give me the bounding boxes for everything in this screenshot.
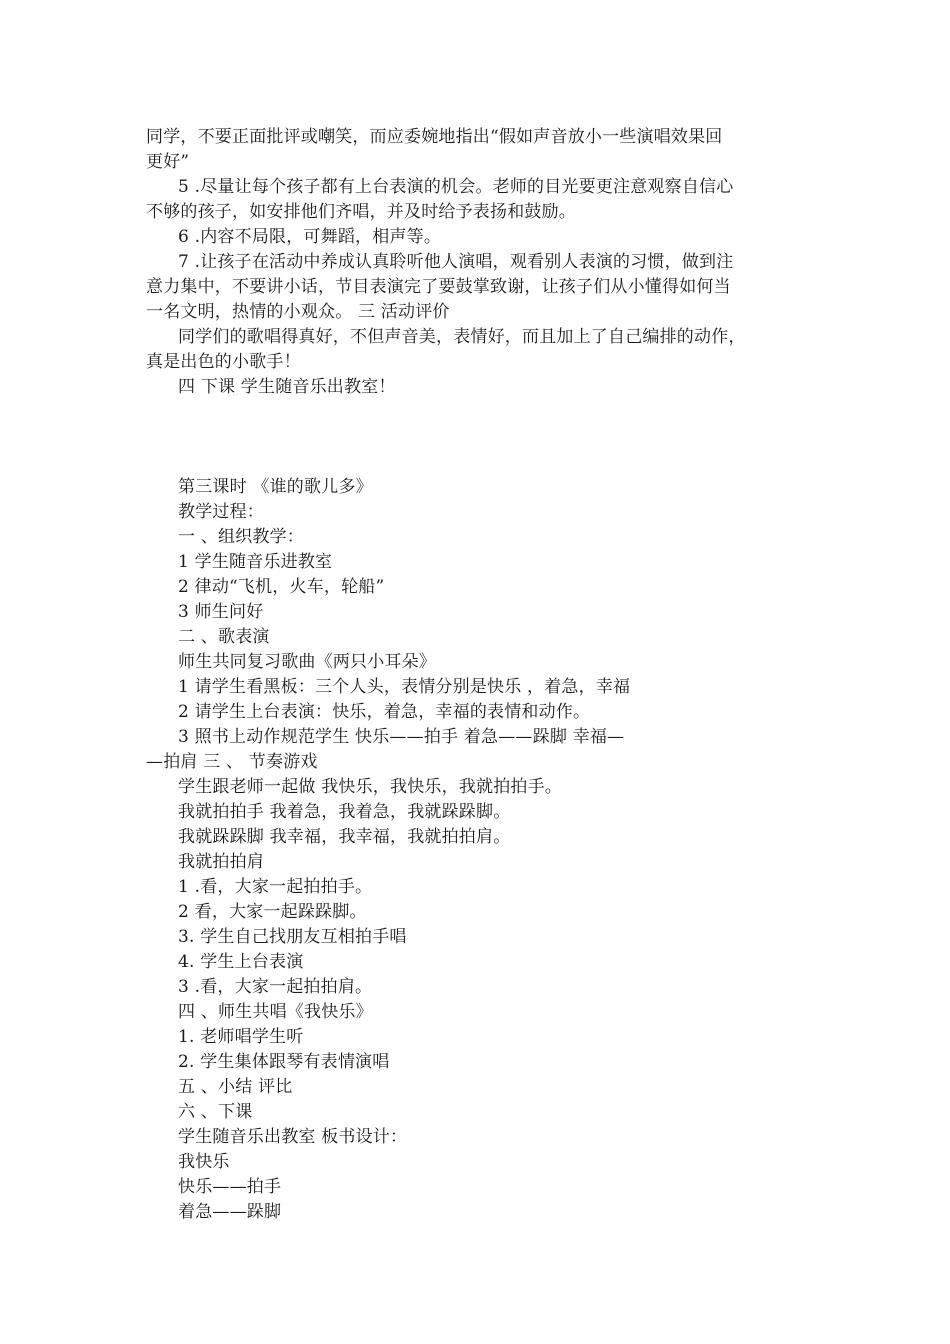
text-line: 5 .尽量让每个孩子都有上台表演的机会。老师的目光要更注意观察自信心 (178, 177, 734, 197)
text-line: 真是出色的小歌手！ (146, 352, 301, 372)
section-heading: 五 、小结 评比 (178, 1077, 293, 1097)
text-line: 一名文明，热情的小观众。 三 活动评价 (146, 302, 450, 322)
text-line: 不够的孩子，如安排他们齐唱，并及时给予表扬和鼓励。 (146, 202, 576, 222)
text-line: 3 .看，大家一起拍拍肩。 (178, 977, 373, 997)
text-line: 1 .看，大家一起拍拍手。 (178, 877, 373, 897)
text-line: 学生随音乐出教室 板书设计： (178, 1127, 408, 1147)
text-line: 四 下课 学生随音乐出教室！ (178, 377, 396, 397)
text-line: 2 请学生上台表演：快乐，着急，幸福的表情和动作。 (178, 702, 591, 722)
text-line: 师生共同复习歌曲《两只小耳朵》 (178, 652, 436, 672)
text-line: 2 律动“飞机，火车，轮船” (178, 577, 385, 597)
text-line: 着急——跺脚 (178, 1202, 282, 1222)
text-line: 教学过程： (178, 502, 264, 522)
text-line: 学生跟老师一起做 我快乐，我快乐，我就拍拍手。 (178, 777, 563, 797)
text-line: 我快乐 (178, 1152, 230, 1172)
section-heading: 二 、歌表演 (178, 627, 270, 647)
text-line: 2 看，大家一起跺跺脚。 (178, 902, 367, 922)
text-line: 3 师生问好 (178, 602, 264, 622)
text-line: 1. 老师唱学生听 (178, 1027, 304, 1047)
text-line: 快乐——拍手 (178, 1177, 282, 1197)
text-line: 1 学生随音乐进教室 (178, 552, 333, 572)
text-line: 我就拍拍肩 (178, 852, 264, 872)
lesson-title: 第三课时 《谁的歌儿多》 (178, 477, 373, 497)
section-heading: 六 、下课 (178, 1102, 253, 1122)
text-line: 3. 学生自己找朋友互相拍手唱 (178, 927, 407, 947)
text-line: 我就跺跺脚 我幸福，我幸福，我就拍拍肩。 (178, 827, 511, 847)
text-line: 1 请学生看黑板：三个人头，表情分别是快乐 ，着急，幸福 (178, 677, 631, 697)
text-line: 同学们的歌唱得真好，不但声音美，表情好，而且加上了自己编排的动作， (178, 327, 746, 347)
section-heading: 四 、师生共唱《我快乐》 (178, 1002, 373, 1022)
text-line: 4. 学生上台表演 (178, 952, 304, 972)
text-line: 更好” (146, 152, 190, 172)
text-line: —拍肩 三 、 节奏游戏 (146, 752, 318, 772)
section-heading: 一 、组织教学： (178, 527, 305, 547)
text-line: 同学，不要正面批评或嘲笑，而应委婉地指出“假如声音放小一些演唱效果回 (146, 127, 723, 147)
text-line: 7 .让孩子在活动中养成认真聆听他人演唱，观看别人表演的习惯，做到注 (178, 252, 734, 272)
text-line: 3 照书上动作规范学生 快乐——拍手 着急——跺脚 幸福— (178, 727, 625, 747)
text-line: 6 .内容不局限，可舞蹈，相声等。 (178, 227, 442, 247)
text-line: 意力集中，不要讲小话，节目表演完了要鼓掌致谢，让孩子们从小懂得如何当 (146, 277, 731, 297)
text-line: 我就拍拍手 我着急，我着急，我就跺跺脚。 (178, 802, 511, 822)
text-line: 2. 学生集体跟琴有表情演唱 (178, 1052, 390, 1072)
